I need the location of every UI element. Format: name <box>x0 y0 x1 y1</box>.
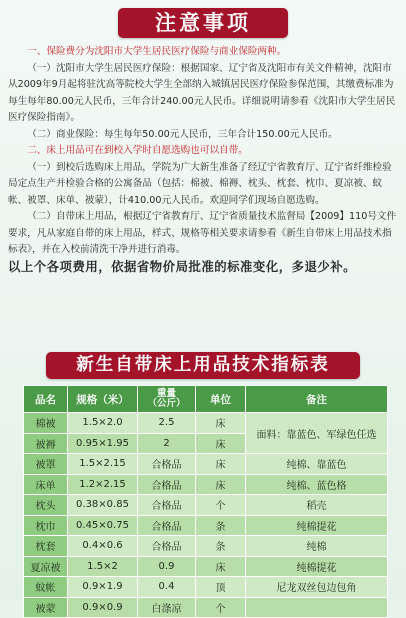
table-row <box>24 577 388 598</box>
cell-size: 0.38×0.85 <box>68 495 138 516</box>
cell-name: 枕头 <box>24 495 68 516</box>
table-row <box>24 597 388 618</box>
cell-unit: 个 <box>196 495 246 516</box>
notice-item-insurance: 一、保险费分为沈阳市大学生居民医疗保险与商业保险两种。 <box>27 46 287 57</box>
table-row <box>24 474 388 495</box>
table-title-banner: 新生自带床上用品技术指标表 <box>46 352 360 379</box>
notice-bedding-purchase: （一）到校后选购床上用品，学院为广大新生准备了经辽宁省教育厅、辽宁省纤维检验局定点生产并检验合格的公寓备品（包括：棉被、棉褥、枕头、枕套、枕巾、夏凉被、蚊帐、被罩、床单、被蒙），计410.00元人民币。欢迎同学们现场自愿选购。 <box>8 161 392 206</box>
cell-size: 0.4×0.6 <box>68 536 138 557</box>
cell-name: 被褥 <box>24 433 68 454</box>
cell-note: 纯棉提花 <box>246 515 388 536</box>
table-row <box>24 454 388 475</box>
notice-item-bedding: 二、床上用品可在到校入学时自愿选购也可以自带。 <box>27 145 248 156</box>
cell-name: 被蒙 <box>24 597 68 618</box>
notice-body <box>8 44 400 275</box>
cell-note-merged: 面料：靠蓝色、军绿色任选 <box>246 413 388 454</box>
cell-weight: 白涤凉 <box>138 597 196 618</box>
cell-note: 尼龙双丝包边包角 <box>246 577 388 598</box>
notice-bedding-self: （二）自带床上用品，根据辽宁省教育厅、辽宁省质量技术监督局【2009】110号文件要求，凡从家庭自带的床上用品，样式、规格等相关要求请参看《新生自带床上用品技术指标表》，并在入校前清洗干净并进行消毒。 <box>8 211 397 255</box>
cell-note: 纯棉、靠蓝色 <box>246 454 388 475</box>
cell-weight: 2 <box>138 433 196 454</box>
table-body <box>24 413 388 618</box>
cell-name: 枕套 <box>24 536 68 557</box>
cell-weight: 合格品 <box>138 515 196 536</box>
cell-size: 1.5×2.0 <box>68 413 138 434</box>
notice-commercial-insurance: （二）商业保险：每生每年50.00元人民币，三年合计150.00元人民币。 <box>27 128 338 140</box>
cell-unit: 床 <box>196 454 246 475</box>
header-weight-top: 重量 <box>156 388 176 399</box>
cell-name: 枕巾 <box>24 515 68 536</box>
cell-weight: 合格品 <box>138 536 196 557</box>
cell-size: 0.95×1.95 <box>68 433 138 454</box>
header-name: 品名 <box>24 386 68 413</box>
cell-unit: 顶 <box>196 577 246 598</box>
cell-note: 纯棉提花 <box>246 556 388 577</box>
header-weight <box>138 386 196 413</box>
cell-unit: 条 <box>196 515 246 536</box>
table-row <box>24 536 388 557</box>
bedding-spec-table <box>23 385 388 618</box>
cell-unit: 床 <box>196 413 246 434</box>
cell-name: 床单 <box>24 474 68 495</box>
cell-size: 0.45×0.75 <box>68 515 138 536</box>
cell-name: 被罩 <box>24 454 68 475</box>
table-row <box>24 413 388 434</box>
cell-note: 稻壳 <box>246 495 388 516</box>
cell-weight: 0.9 <box>138 556 196 577</box>
cell-weight: 合格品 <box>138 454 196 475</box>
notice-fee-note: 以上个各项费用，依据省物价局批准的标准变化，多退少补。 <box>8 258 357 274</box>
cell-name: 夏凉被 <box>24 556 68 577</box>
cell-size: 0.9×0.9 <box>68 597 138 618</box>
table-row <box>24 515 388 536</box>
cell-weight: 合格品 <box>138 495 196 516</box>
cell-note: 纯棉 <box>246 536 388 557</box>
cell-size: 1.5×2 <box>68 556 138 577</box>
cell-name: 棉被 <box>24 413 68 434</box>
cell-weight: 2.5 <box>138 413 196 434</box>
table-row <box>24 556 388 577</box>
cell-size: 0.9×1.9 <box>68 577 138 598</box>
cell-note: 纯棉、蓝色格 <box>246 474 388 495</box>
header-unit: 单位 <box>196 386 246 413</box>
notice-title-banner: 注意事项 <box>118 8 288 38</box>
cell-unit: 床 <box>196 433 246 454</box>
cell-weight: 0.4 <box>138 577 196 598</box>
cell-size: 1.5×2.15 <box>68 454 138 475</box>
cell-size: 1.2×2.15 <box>68 474 138 495</box>
table-header-row <box>24 386 388 413</box>
header-note: 备注 <box>246 386 388 413</box>
cell-name: 蚊帐 <box>24 577 68 598</box>
cell-unit: 个 <box>196 597 246 618</box>
cell-note <box>246 597 388 618</box>
cell-weight: 合格品 <box>138 474 196 495</box>
notice-medical-insurance: （一）沈阳市大学生居民医疗保险：根据国家、辽宁省及沈阳市有关文件精神，沈阳市从2009年9月起将驻沈高等院校大学生全部纳入城镇居民医疗保险参保范围，其缴费标准为每生每年80.00元人民币，三年合计240.00元人民币。详细说明请参看《沈阳市大学生居民医疗保险指南》。 <box>8 62 396 123</box>
table-row <box>24 495 388 516</box>
cell-unit: 床 <box>196 474 246 495</box>
cell-unit: 床 <box>196 556 246 577</box>
cell-unit: 条 <box>196 536 246 557</box>
header-weight-bottom: （公斤） <box>147 398 186 409</box>
header-size: 规格（米） <box>68 386 138 413</box>
